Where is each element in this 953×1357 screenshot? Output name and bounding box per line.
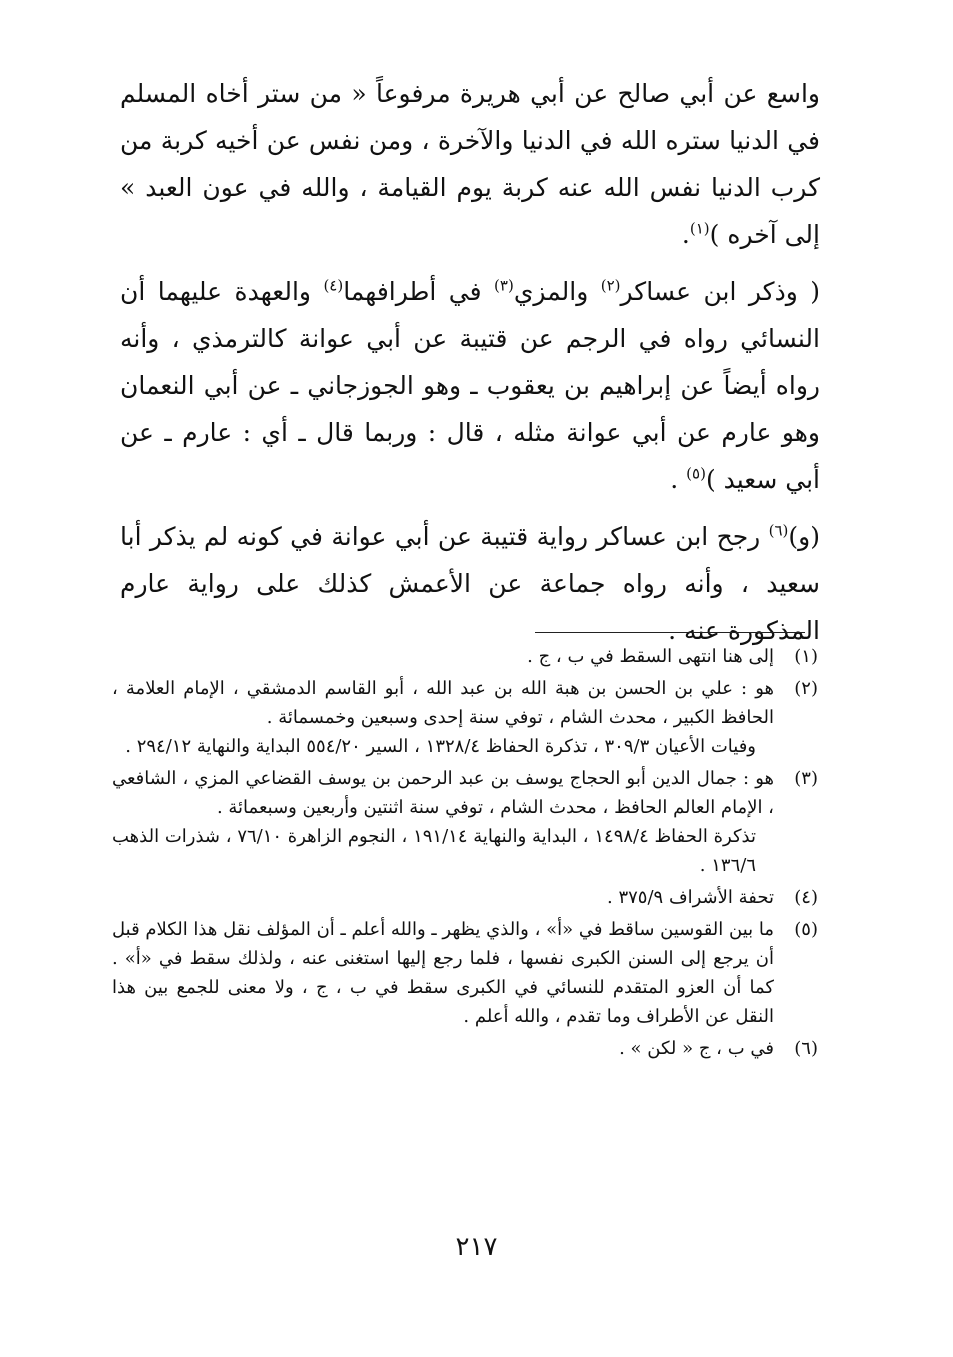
footnotes	[112, 642, 818, 1066]
footnote-1	[112, 642, 818, 671]
paragraph-1	[120, 70, 820, 258]
footnote-body	[112, 764, 774, 880]
footnote-text: ما بين القوسين ساقط في «أ» ، والذي يظهر ـ والله أعلم ـ أن المؤلف نقل هذا الكلام قبل أن يرجع إلى السنن الكبرى نفسها ، فلما رجع إليها استغنى عنه ، ولذلك سقط في «أ» . كما أن العزو المتقدم للنسائي في الكبرى سقط في ب ، ج ، ولا معنى للجمع بين هذا النقل عن الأطراف وما تقدم ، والله أعلم .	[112, 919, 774, 1027]
footnote-number: (٤)	[794, 887, 818, 908]
footnote-5	[112, 915, 818, 1031]
footnote-text: في ب ، ج « لكن » .	[619, 1038, 774, 1059]
paragraph-2-text-c: في أطرافهما	[343, 277, 495, 306]
footnote-ref-3[interactable]: (٣)	[494, 276, 514, 295]
footnote-sources: تذكرة الحفاظ ١٤٩٨/٤ ، البداية والنهاية ١٩١/١٤ ، النجوم الزاهرة ٧٦/١٠ ، شذرات الذهب ١٣٦/٦ .	[112, 826, 756, 876]
footnote-number: (٦)	[794, 1038, 818, 1059]
footnote-text: تحفة الأشراف ٣٧٥/٩ .	[607, 887, 774, 908]
paragraph-3-text-a: (و)	[788, 522, 820, 551]
footnote-6	[112, 1034, 818, 1063]
page-number: ٢١٧	[455, 1232, 498, 1262]
footnote-number: (١)	[794, 646, 818, 667]
footnote-ref-4[interactable]: (٤)	[323, 276, 344, 295]
paragraph-1-text: واسع عن أبي صالح عن أبي هريرة مرفوعاً « من ستر أخاه المسلم في الدنيا ستره الله في الدنيا والآخرة ، ومن نفس عن أخيه كربة من كرب الدنيا نفس الله عنه كربة يوم القيامة ، والله في عون العبد » إلى آخره )	[120, 79, 820, 249]
paragraph-3-text-b: رجح ابن عساكر رواية قتيبة عن أبي عوانة في كونه لم يذكر أبا سعيد ، وأنه رواه جماعة عن الأعمش كذلك على رواية عارم المذكورة عنه .	[120, 522, 820, 645]
footnote-3	[112, 764, 818, 880]
footnote-separator	[535, 632, 805, 633]
paragraph-1-end: .	[681, 220, 690, 249]
footnote-body	[112, 674, 774, 761]
paragraph-2-text-a: ( وذكر ابن عساكر	[620, 277, 820, 306]
paragraph-2-text-b: والمزي	[513, 277, 601, 306]
footnote-sources: وفيات الأعيان ٣٠٩/٣ ، تذكرة الحفاظ ١٣٢٨/٤ ، السير ٥٥٤/٢٠ البداية والنهاية ٢٩٤/١٢ .	[125, 736, 756, 757]
main-text	[120, 70, 820, 664]
footnote-number: (٥)	[794, 919, 818, 940]
paragraph-2-end: .	[670, 465, 687, 494]
footnote-ref-5[interactable]: (٥)	[686, 464, 706, 483]
footnote-text: إلى هنا انتهى السقط في ب ، ج .	[527, 646, 774, 667]
footnote-text: هو : علي بن الحسن بن هبة الله بن عبد الله ، أبو القاسم الدمشقي ، الإمام العلامة ، الحافظ الكبير ، محدث الشام ، توفي سنة إحدى وسبعين وخمسمائة .	[112, 678, 774, 728]
paragraph-2-text-d: والعهدة عليهما أن النسائي رواه في الرجم عن قتيبة عن أبي عوانة كالترمذي ، وأنه رواه أيضاً عن إبراهيم بن يعقوب ـ وهو الجوزجاني ـ عن أبي النعمان وهو عارم عن أبي عوانة مثله ، قال : وربما قال ـ أي : عارم ـ عن أبي سعيد )	[120, 277, 820, 494]
footnote-ref-2[interactable]: (٢)	[600, 276, 621, 295]
footnote-2	[112, 674, 818, 761]
footnote-number: (٣)	[794, 768, 818, 789]
footnote-4	[112, 883, 818, 912]
footnote-ref-1[interactable]: (١)	[689, 219, 710, 238]
footnote-ref-6[interactable]: (٦)	[768, 521, 789, 540]
footnote-number: (٢)	[794, 678, 818, 699]
paragraph-2	[120, 268, 820, 503]
footnote-text: هو : جمال الدين أبو الحجاج يوسف بن عبد الرحمن بن يوسف القضاعي المزي ، الشافعي ، الإمام العالم الحافظ ، محدث الشام ، توفي سنة اثنتين وأربعين وسبعمائة .	[112, 768, 774, 818]
